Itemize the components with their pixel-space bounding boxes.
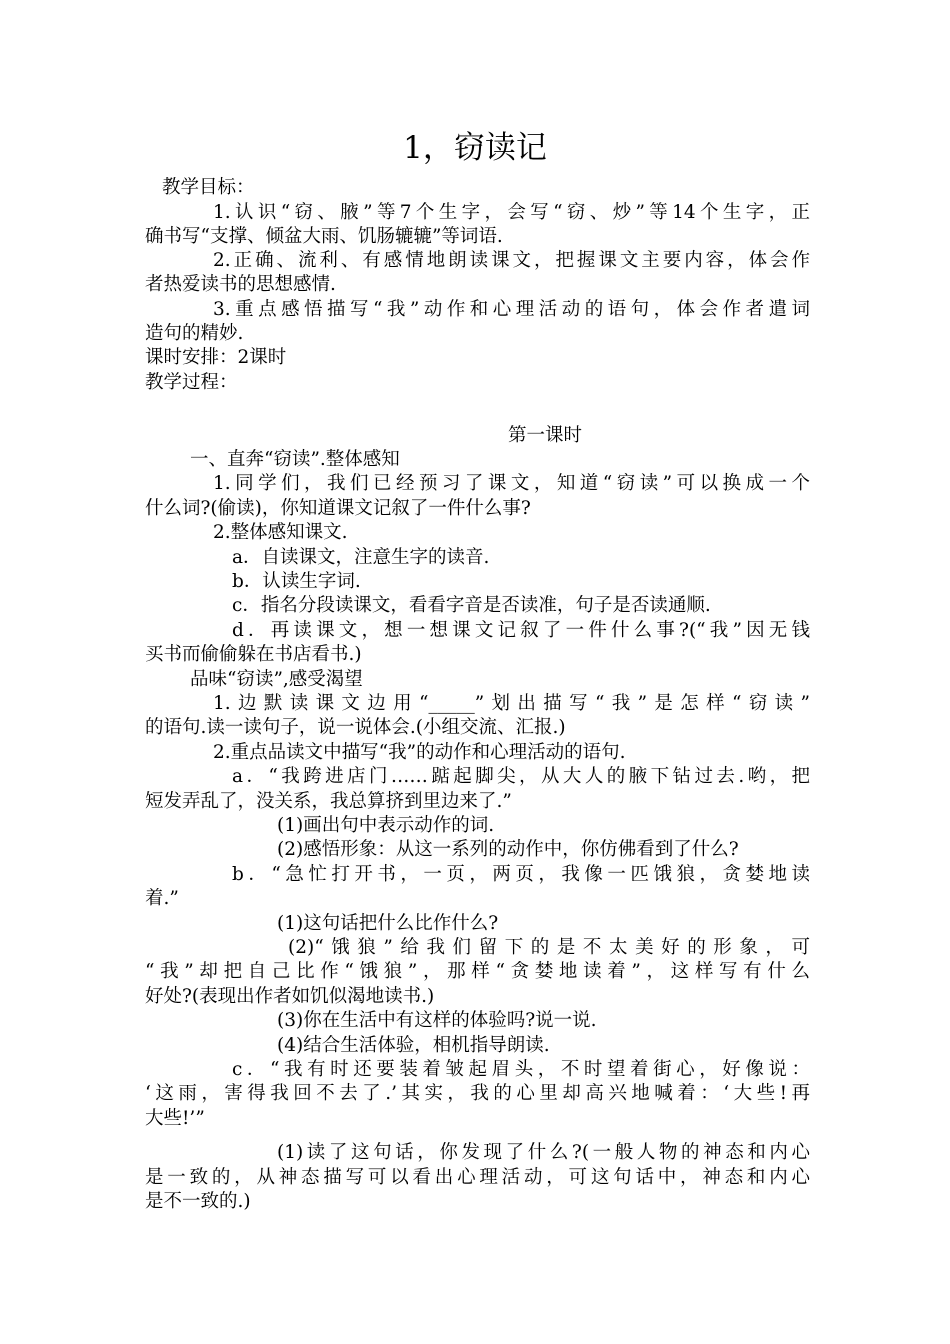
text-line: a．“我跨进店门……踮起脚尖，从大人的腋下钻过去.哟，把: [232, 766, 810, 787]
text-line: b．认读生字词.: [232, 571, 361, 592]
text-line: 买书而偷偷躲在书店看书.): [145, 644, 362, 665]
text-line: 大些!’”: [145, 1108, 205, 1129]
text-line: (1)画出句中表示动作的词.: [277, 815, 495, 836]
page-title: 1，窃读记: [403, 130, 547, 166]
text-line: 好处?(表现出作者如饥似渴地读书.): [145, 986, 435, 1007]
text-line: (2)“饿狼”给我们留下的是不太美好的形象，可: [288, 937, 810, 958]
text-line: ‘这雨，害得我回不去了.’其实，我的心里却高兴地喊着：‘大些!再: [145, 1083, 810, 1104]
text-line: 3.重点感悟描写“我”动作和心理活动的语句，体会作者遣词: [213, 299, 810, 320]
text-line: d．再读课文，想一想课文记叙了一件什么事?(“我”因无钱: [232, 620, 810, 641]
text-line: 2.重点品读文中描写“我”的动作和心理活动的语句.: [213, 742, 626, 763]
text-line: 确书写“支撑、倾盆大雨、饥肠辘辘”等词语.: [145, 226, 503, 247]
text-line: 的语句.读一读句子，说一说体会.(小组交流、汇报.): [145, 717, 566, 738]
text-line: (1)这句话把什么比作什么?: [277, 913, 499, 934]
text-line: b．“急忙打开书，一页，两页，我像一匹饿狼，贪婪地读: [232, 864, 810, 885]
text-line: c．指名分段读课文，看看字音是否读准，句子是否读通顺.: [232, 595, 711, 616]
text-line: 短发弄乱了，没关系，我总算挤到里边来了.”: [145, 791, 512, 812]
text-line: 第一课时: [508, 425, 583, 446]
text-line: 造句的精妙.: [145, 323, 244, 344]
text-line: (1)读了这句话，你发现了什么?(一般人物的神态和内心: [277, 1142, 810, 1163]
text-line: “我”却把自己比作“饿狼”，那样“贪婪地读着”，这样写有什么: [145, 961, 810, 982]
text-line: 1.同学们，我们已经预习了课文，知道“窃读”可以换成一个: [213, 473, 810, 494]
text-line: 者热爱读书的思想感情.: [145, 274, 336, 295]
text-line: 2.整体感知课文.: [213, 522, 348, 543]
text-line: 1.边默读课文边用“_____”划出描写“我”是怎样“窃读”: [213, 693, 810, 714]
text-line: c．“我有时还要装着皱起眉头，不时望着街心，好像说：: [232, 1059, 810, 1080]
text-line: 品味“窃读”,感受渴望: [190, 669, 363, 690]
text-line: (4)结合生活体验，相机指导朗读.: [277, 1035, 550, 1056]
text-line: 教学过程：: [145, 372, 238, 393]
text-line: 1.认识“窃、腋”等7个生字，会写“窃、炒”等14个生字，正: [213, 202, 810, 223]
text-line: 教学目标：: [162, 177, 255, 198]
text-line: (2)感悟形象：从这一系列的动作中，你仿佛看到了什么?: [277, 839, 739, 860]
text-line: (3)你在生活中有这样的体验吗?说一说.: [277, 1010, 597, 1031]
text-line: 是不一致的.): [145, 1191, 251, 1212]
text-line: 什么词?(偷读)，你知道课文记叙了一件什么事?: [145, 498, 531, 519]
text-line: 课时安排：2课时: [145, 347, 287, 368]
text-line: 着.”: [145, 888, 179, 909]
text-line: 一、直奔“窃读”.整体感知: [190, 449, 400, 470]
text-line: a．自读课文，注意生字的读音.: [232, 547, 490, 568]
text-line: 2.正确、流利、有感情地朗读课文，把握课文主要内容，体会作: [213, 250, 810, 271]
text-line: 是一致的，从神态描写可以看出心理活动，可这句话中，神态和内心: [145, 1167, 810, 1188]
